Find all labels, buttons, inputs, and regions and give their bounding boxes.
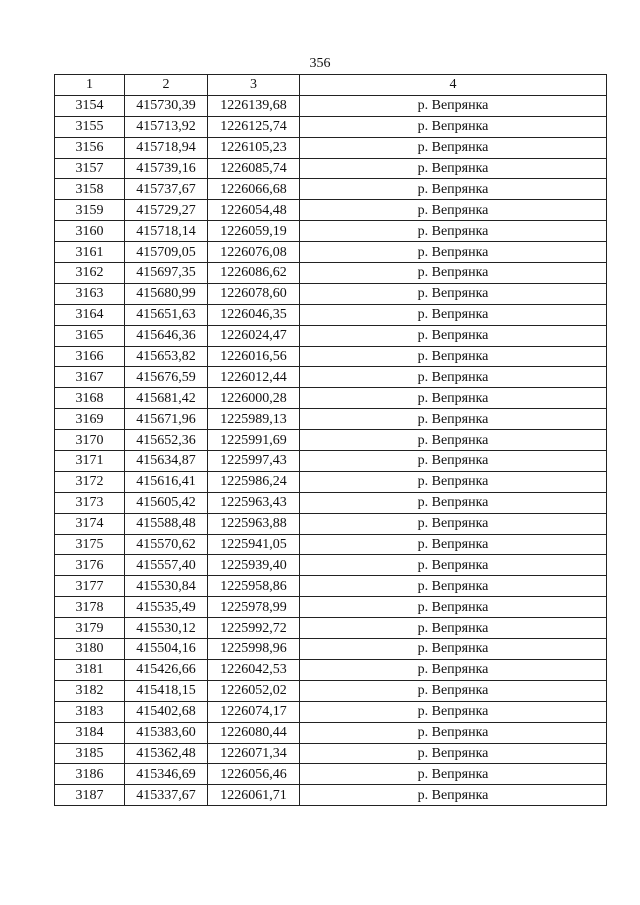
point-number-cell: 3156 (55, 137, 125, 158)
description-cell: р. Вепрянка (300, 95, 607, 116)
x-coordinate-cell: 415737,67 (125, 179, 208, 200)
description-cell: р. Вепрянка (300, 743, 607, 764)
column-header: 4 (300, 75, 607, 96)
table-row (55, 680, 607, 701)
description-cell: р. Вепрянка (300, 409, 607, 430)
table-row (55, 451, 607, 472)
table-row (55, 346, 607, 367)
point-number-cell: 3167 (55, 367, 125, 388)
point-number-cell: 3175 (55, 534, 125, 555)
y-coordinate-cell: 1226066,68 (208, 179, 300, 200)
table-row (55, 513, 607, 534)
y-coordinate-cell: 1226024,47 (208, 325, 300, 346)
x-coordinate-cell: 415739,16 (125, 158, 208, 179)
x-coordinate-cell: 415718,94 (125, 137, 208, 158)
column-header: 1 (55, 75, 125, 96)
table-row (55, 221, 607, 242)
table-row (55, 555, 607, 576)
point-number-cell: 3165 (55, 325, 125, 346)
description-cell: р. Вепрянка (300, 618, 607, 639)
y-coordinate-cell: 1226061,71 (208, 785, 300, 806)
point-number-cell: 3183 (55, 701, 125, 722)
description-cell: р. Вепрянка (300, 471, 607, 492)
description-cell: р. Вепрянка (300, 576, 607, 597)
y-coordinate-cell: 1226042,53 (208, 659, 300, 680)
x-coordinate-cell: 415402,68 (125, 701, 208, 722)
description-cell: р. Вепрянка (300, 659, 607, 680)
description-cell: р. Вепрянка (300, 158, 607, 179)
point-number-cell: 3185 (55, 743, 125, 764)
point-number-cell: 3180 (55, 639, 125, 660)
table-row (55, 242, 607, 263)
x-coordinate-cell: 415605,42 (125, 492, 208, 513)
point-number-cell: 3177 (55, 576, 125, 597)
table-row (55, 116, 607, 137)
x-coordinate-cell: 415680,99 (125, 283, 208, 304)
y-coordinate-cell: 1226080,44 (208, 722, 300, 743)
point-number-cell: 3161 (55, 242, 125, 263)
table-row (55, 367, 607, 388)
table-body (55, 95, 607, 805)
point-number-cell: 3187 (55, 785, 125, 806)
table-row (55, 283, 607, 304)
x-coordinate-cell: 415362,48 (125, 743, 208, 764)
table-row (55, 639, 607, 660)
y-coordinate-cell: 1225986,24 (208, 471, 300, 492)
point-number-cell: 3182 (55, 680, 125, 701)
x-coordinate-cell: 415651,63 (125, 304, 208, 325)
table-row (55, 200, 607, 221)
description-cell: р. Вепрянка (300, 221, 607, 242)
point-number-cell: 3168 (55, 388, 125, 409)
description-cell: р. Вепрянка (300, 534, 607, 555)
description-cell: р. Вепрянка (300, 555, 607, 576)
description-cell: р. Вепрянка (300, 263, 607, 284)
y-coordinate-cell: 1226012,44 (208, 367, 300, 388)
y-coordinate-cell: 1226016,56 (208, 346, 300, 367)
point-number-cell: 3160 (55, 221, 125, 242)
y-coordinate-cell: 1226139,68 (208, 95, 300, 116)
point-number-cell: 3166 (55, 346, 125, 367)
x-coordinate-cell: 415676,59 (125, 367, 208, 388)
y-coordinate-cell: 1225989,13 (208, 409, 300, 430)
y-coordinate-cell: 1226105,23 (208, 137, 300, 158)
table-row (55, 471, 607, 492)
table-row (55, 304, 607, 325)
description-cell: р. Вепрянка (300, 701, 607, 722)
description-cell: р. Вепрянка (300, 785, 607, 806)
y-coordinate-cell: 1225998,96 (208, 639, 300, 660)
table-header-row (55, 75, 607, 96)
table-row (55, 785, 607, 806)
point-number-cell: 3173 (55, 492, 125, 513)
description-cell: р. Вепрянка (300, 722, 607, 743)
table-row (55, 95, 607, 116)
table-row (55, 722, 607, 743)
y-coordinate-cell: 1226078,60 (208, 283, 300, 304)
table-row (55, 430, 607, 451)
point-number-cell: 3169 (55, 409, 125, 430)
point-number-cell: 3184 (55, 722, 125, 743)
description-cell: р. Вепрянка (300, 367, 607, 388)
point-number-cell: 3186 (55, 764, 125, 785)
x-coordinate-cell: 415730,39 (125, 95, 208, 116)
point-number-cell: 3179 (55, 618, 125, 639)
table-row (55, 158, 607, 179)
x-coordinate-cell: 415681,42 (125, 388, 208, 409)
point-number-cell: 3171 (55, 451, 125, 472)
table-row (55, 597, 607, 618)
y-coordinate-cell: 1225992,72 (208, 618, 300, 639)
description-cell: р. Вепрянка (300, 179, 607, 200)
description-cell: р. Вепрянка (300, 764, 607, 785)
description-cell: р. Вепрянка (300, 680, 607, 701)
description-cell: р. Вепрянка (300, 346, 607, 367)
x-coordinate-cell: 415383,60 (125, 722, 208, 743)
x-coordinate-cell: 415418,15 (125, 680, 208, 701)
table-row (55, 618, 607, 639)
table-row (55, 409, 607, 430)
x-coordinate-cell: 415530,12 (125, 618, 208, 639)
x-coordinate-cell: 415616,41 (125, 471, 208, 492)
x-coordinate-cell: 415570,62 (125, 534, 208, 555)
x-coordinate-cell: 415634,87 (125, 451, 208, 472)
x-coordinate-cell: 415346,69 (125, 764, 208, 785)
y-coordinate-cell: 1225941,05 (208, 534, 300, 555)
y-coordinate-cell: 1225963,43 (208, 492, 300, 513)
point-number-cell: 3174 (55, 513, 125, 534)
table-row (55, 325, 607, 346)
x-coordinate-cell: 415697,35 (125, 263, 208, 284)
table-row (55, 743, 607, 764)
y-coordinate-cell: 1225963,88 (208, 513, 300, 534)
point-number-cell: 3157 (55, 158, 125, 179)
point-number-cell: 3170 (55, 430, 125, 451)
x-coordinate-cell: 415504,16 (125, 639, 208, 660)
x-coordinate-cell: 415557,40 (125, 555, 208, 576)
table-row (55, 659, 607, 680)
x-coordinate-cell: 415729,27 (125, 200, 208, 221)
y-coordinate-cell: 1226071,34 (208, 743, 300, 764)
column-header: 2 (125, 75, 208, 96)
y-coordinate-cell: 1226000,28 (208, 388, 300, 409)
y-coordinate-cell: 1225958,86 (208, 576, 300, 597)
y-coordinate-cell: 1226056,46 (208, 764, 300, 785)
point-number-cell: 3181 (55, 659, 125, 680)
table-row (55, 137, 607, 158)
description-cell: р. Вепрянка (300, 283, 607, 304)
y-coordinate-cell: 1226059,19 (208, 221, 300, 242)
y-coordinate-cell: 1226076,08 (208, 242, 300, 263)
y-coordinate-cell: 1226125,74 (208, 116, 300, 137)
x-coordinate-cell: 415652,36 (125, 430, 208, 451)
table-row (55, 179, 607, 200)
y-coordinate-cell: 1226052,02 (208, 680, 300, 701)
y-coordinate-cell: 1225997,43 (208, 451, 300, 472)
description-cell: р. Вепрянка (300, 513, 607, 534)
table-row (55, 388, 607, 409)
x-coordinate-cell: 415709,05 (125, 242, 208, 263)
point-number-cell: 3158 (55, 179, 125, 200)
coordinates-table (54, 74, 607, 806)
description-cell: р. Вепрянка (300, 242, 607, 263)
description-cell: р. Вепрянка (300, 492, 607, 513)
description-cell: р. Вепрянка (300, 597, 607, 618)
column-header: 3 (208, 75, 300, 96)
table-row (55, 701, 607, 722)
page-number: 356 (309, 56, 331, 71)
table-row (55, 263, 607, 284)
point-number-cell: 3155 (55, 116, 125, 137)
point-number-cell: 3154 (55, 95, 125, 116)
table-row (55, 534, 607, 555)
y-coordinate-cell: 1226085,74 (208, 158, 300, 179)
y-coordinate-cell: 1225991,69 (208, 430, 300, 451)
y-coordinate-cell: 1225939,40 (208, 555, 300, 576)
description-cell: р. Вепрянка (300, 304, 607, 325)
table-row (55, 492, 607, 513)
point-number-cell: 3178 (55, 597, 125, 618)
x-coordinate-cell: 415530,84 (125, 576, 208, 597)
y-coordinate-cell: 1226074,17 (208, 701, 300, 722)
point-number-cell: 3176 (55, 555, 125, 576)
y-coordinate-cell: 1226054,48 (208, 200, 300, 221)
x-coordinate-cell: 415671,96 (125, 409, 208, 430)
x-coordinate-cell: 415718,14 (125, 221, 208, 242)
x-coordinate-cell: 415426,66 (125, 659, 208, 680)
point-number-cell: 3163 (55, 283, 125, 304)
table-row (55, 576, 607, 597)
x-coordinate-cell: 415646,36 (125, 325, 208, 346)
x-coordinate-cell: 415653,82 (125, 346, 208, 367)
x-coordinate-cell: 415588,48 (125, 513, 208, 534)
point-number-cell: 3164 (55, 304, 125, 325)
description-cell: р. Вепрянка (300, 325, 607, 346)
description-cell: р. Вепрянка (300, 639, 607, 660)
table-row (55, 764, 607, 785)
description-cell: р. Вепрянка (300, 200, 607, 221)
x-coordinate-cell: 415337,67 (125, 785, 208, 806)
description-cell: р. Вепрянка (300, 451, 607, 472)
y-coordinate-cell: 1226086,62 (208, 263, 300, 284)
y-coordinate-cell: 1225978,99 (208, 597, 300, 618)
x-coordinate-cell: 415713,92 (125, 116, 208, 137)
description-cell: р. Вепрянка (300, 137, 607, 158)
description-cell: р. Вепрянка (300, 116, 607, 137)
point-number-cell: 3172 (55, 471, 125, 492)
description-cell: р. Вепрянка (300, 430, 607, 451)
point-number-cell: 3159 (55, 200, 125, 221)
description-cell: р. Вепрянка (300, 388, 607, 409)
point-number-cell: 3162 (55, 263, 125, 284)
y-coordinate-cell: 1226046,35 (208, 304, 300, 325)
x-coordinate-cell: 415535,49 (125, 597, 208, 618)
